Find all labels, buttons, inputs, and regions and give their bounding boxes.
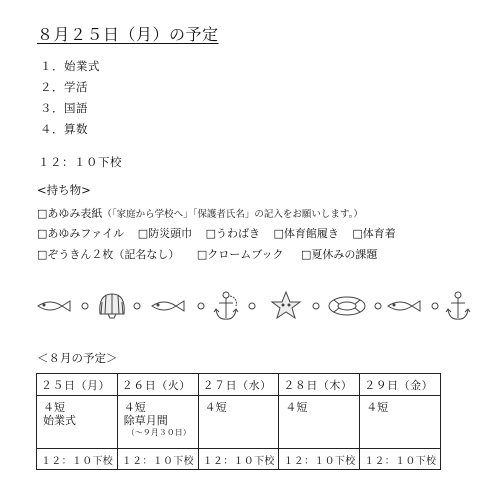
dismissal-cell: １２：１０下校 (117, 449, 198, 470)
dismissal-cell: １２：１０下校 (360, 449, 441, 470)
belonging-item: □あゆみファイル (37, 227, 125, 240)
date-cell: ２６日（火） (117, 374, 198, 396)
belongings-row-1 (37, 205, 373, 221)
page-title: ８月２５日（月）の予定 (37, 25, 219, 44)
plan-line: ４短 (123, 401, 146, 414)
dot-icon (313, 303, 319, 309)
day-plan-cell (279, 396, 360, 449)
day-plan-cell (198, 396, 279, 449)
dot-icon (82, 303, 88, 309)
life-ring-icon (329, 297, 365, 315)
plan-line: 除草月間 (123, 414, 168, 427)
date-cell: ２５日（月） (37, 374, 118, 396)
dot-icon (249, 303, 255, 309)
dismissal-time: １２：１０下校 (38, 155, 122, 169)
plan-line: ４短 (204, 401, 227, 414)
belonging-item: □体育着 (352, 227, 396, 240)
anchor-icon (446, 292, 470, 319)
plan-line: ４短 (285, 401, 308, 414)
belongings-heading: <持ち物> (37, 183, 91, 197)
anchor-icon (214, 292, 238, 319)
belonging-item: □体育館履き (273, 227, 339, 240)
dismissal-cell: １２：１０下校 (198, 449, 279, 470)
month-schedule-heading: ＜８月の予定＞ (37, 351, 118, 365)
plan-line: ４短 (43, 401, 65, 414)
plan-line: 始業式 (43, 414, 76, 427)
belonging-item: □うわばき (205, 227, 260, 240)
day-plan-cell (360, 396, 441, 449)
day-plan-cell (117, 396, 198, 449)
dot-icon (432, 303, 438, 309)
belonging-note: （「家庭から学校へ」「保護者氏名」の記入をお願いします。） (102, 209, 363, 220)
shell-icon (100, 294, 125, 318)
date-cell: ２９日（金） (360, 374, 441, 396)
starfish-icon (272, 292, 300, 318)
belongings-row-2 (37, 225, 406, 241)
belonging-item: □クロームブック (196, 248, 284, 261)
belonging-item: □防災頭巾 (137, 227, 193, 240)
period-list (40, 56, 100, 140)
table-header-row (37, 374, 441, 396)
fish-icon (152, 301, 184, 311)
fish-icon (388, 301, 420, 311)
dot-icon (375, 303, 381, 309)
period-item: １．始業式 (40, 59, 100, 73)
belonging-item: □ぞうきん２枚（記名なし） (37, 248, 180, 261)
table-row (37, 449, 441, 470)
plan-line: ４短 (366, 401, 389, 414)
fish-icon (38, 301, 70, 311)
plan-note: （～９月３０日） (126, 428, 191, 437)
belonging-item: □夏休みの課題 (301, 248, 378, 261)
period-item: ２．学活 (40, 80, 88, 94)
dismissal-cell: １２：１０下校 (279, 449, 360, 470)
dot-icon (134, 303, 140, 309)
belongings-row-3 (37, 246, 387, 262)
dot-icon (198, 303, 204, 309)
day-plan-cell (37, 396, 118, 449)
period-item: ３．国語 (40, 101, 88, 115)
date-cell: ２７日（水） (198, 374, 279, 396)
table-row (37, 396, 441, 449)
sea-decoration-border (36, 288, 476, 322)
schedule-table (36, 373, 441, 470)
dismissal-cell: １２：１０下校 (37, 449, 118, 470)
belonging-item: □あゆみ表紙 (37, 207, 103, 220)
period-item: ４．算数 (40, 122, 88, 136)
date-cell: ２８日（木） (279, 374, 360, 396)
